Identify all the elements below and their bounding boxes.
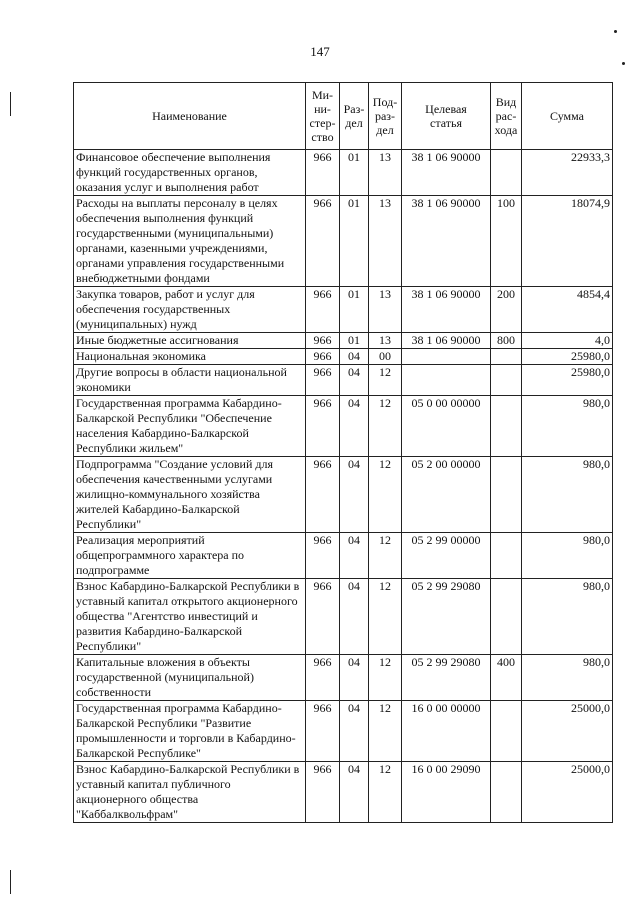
table-body	[74, 150, 613, 823]
header-sum: Сумма	[522, 83, 613, 150]
row-name: Подпрограмма "Создание условий для обеспечения качественными услугами жилищно-коммунального хозяйства жителей Кабардино-Балкарской Республики"	[74, 457, 306, 533]
row-subsection: 12	[369, 533, 402, 579]
row-target: 05 2 99 29080	[402, 579, 491, 655]
row-ministry: 966	[306, 150, 340, 196]
row-sum: 22933,3	[522, 150, 613, 196]
row-ministry: 966	[306, 349, 340, 365]
row-type	[491, 579, 522, 655]
row-sum: 980,0	[522, 396, 613, 457]
row-name: Государственная программа Кабардино-Балкарской Республики "Развитие промышленности и торговли в Кабардино-Балкарской Республике"	[74, 701, 306, 762]
header-target: Целевая статья	[402, 83, 491, 150]
row-type: 800	[491, 333, 522, 349]
row-type	[491, 701, 522, 762]
row-name: Капитальные вложения в объекты государственной (муниципальной) собственности	[74, 655, 306, 701]
table-header	[74, 83, 613, 150]
row-target: 38 1 06 90000	[402, 196, 491, 287]
row-subsection: 13	[369, 287, 402, 333]
budget-table	[73, 82, 613, 823]
row-ministry: 966	[306, 533, 340, 579]
row-section: 04	[340, 655, 369, 701]
row-subsection: 13	[369, 150, 402, 196]
row-subsection: 12	[369, 762, 402, 823]
row-subsection: 13	[369, 333, 402, 349]
table-row	[74, 287, 613, 333]
row-name: Взнос Кабардино-Балкарской Республики в уставный капитал открытого акционерного общества "Агентство инвестиций и развития Кабардино-Балкарской Республики"	[74, 579, 306, 655]
row-sum: 980,0	[522, 533, 613, 579]
row-name: Государственная программа Кабардино-Балкарской Республики "Обеспечение населения Кабардино-Балкарской Республики жильем"	[74, 396, 306, 457]
row-target: 38 1 06 90000	[402, 333, 491, 349]
row-type	[491, 150, 522, 196]
row-target: 38 1 06 90000	[402, 287, 491, 333]
row-subsection: 12	[369, 396, 402, 457]
row-type: 200	[491, 287, 522, 333]
row-target: 38 1 06 90000	[402, 150, 491, 196]
row-target: 05 2 00 00000	[402, 457, 491, 533]
scan-edge-mark	[10, 92, 11, 116]
row-sum: 980,0	[522, 579, 613, 655]
row-name: Финансовое обеспечение выполнения функций государственных органов, оказания услуг и выполнения работ	[74, 150, 306, 196]
row-ministry: 966	[306, 701, 340, 762]
row-target: 05 0 00 00000	[402, 396, 491, 457]
row-section: 04	[340, 349, 369, 365]
row-name: Взнос Кабардино-Балкарской Республики в уставный капитал публичного акционерного общества "Каббалквольфрам"	[74, 762, 306, 823]
row-section: 01	[340, 333, 369, 349]
scan-edge-mark	[10, 870, 11, 894]
table-row	[74, 333, 613, 349]
row-target: 05 2 99 29080	[402, 655, 491, 701]
row-ministry: 966	[306, 396, 340, 457]
row-section: 04	[340, 579, 369, 655]
row-sum: 4854,4	[522, 287, 613, 333]
scan-dot	[622, 62, 625, 65]
row-sum: 980,0	[522, 655, 613, 701]
row-subsection: 12	[369, 579, 402, 655]
row-type	[491, 762, 522, 823]
row-name: Реализация мероприятий общепрограммного характера по подпрограмме	[74, 533, 306, 579]
row-target: 16 0 00 29090	[402, 762, 491, 823]
row-subsection: 00	[369, 349, 402, 365]
row-type: 400	[491, 655, 522, 701]
table-row	[74, 579, 613, 655]
row-ministry: 966	[306, 655, 340, 701]
row-target	[402, 365, 491, 396]
row-subsection: 12	[369, 365, 402, 396]
row-type	[491, 396, 522, 457]
header-section: Раз- дел	[340, 83, 369, 150]
row-sum: 25000,0	[522, 762, 613, 823]
row-type	[491, 533, 522, 579]
table-row	[74, 349, 613, 365]
row-type	[491, 365, 522, 396]
row-ministry: 966	[306, 457, 340, 533]
row-sum: 4,0	[522, 333, 613, 349]
row-name: Национальная экономика	[74, 349, 306, 365]
row-name: Другие вопросы в области национальной экономики	[74, 365, 306, 396]
row-sum: 25980,0	[522, 349, 613, 365]
header-name: Наименование	[74, 83, 306, 150]
row-sum: 25980,0	[522, 365, 613, 396]
header-row	[74, 83, 613, 150]
row-ministry: 966	[306, 579, 340, 655]
row-ministry: 966	[306, 762, 340, 823]
row-name: Расходы на выплаты персоналу в целях обеспечения выполнения функций государственными (муниципальными) органами, казенными учреждениями, органами управления государственными внебюджетными фондами	[74, 196, 306, 287]
row-sum: 980,0	[522, 457, 613, 533]
table-row	[74, 701, 613, 762]
row-section: 04	[340, 396, 369, 457]
row-section: 04	[340, 457, 369, 533]
row-sum: 18074,9	[522, 196, 613, 287]
row-section: 01	[340, 196, 369, 287]
row-ministry: 966	[306, 287, 340, 333]
row-target: 05 2 99 00000	[402, 533, 491, 579]
table-row	[74, 150, 613, 196]
row-type: 100	[491, 196, 522, 287]
table-row	[74, 196, 613, 287]
row-name: Закупка товаров, работ и услуг для обеспечения государственных (муниципальных) нужд	[74, 287, 306, 333]
row-section: 04	[340, 365, 369, 396]
row-section: 04	[340, 701, 369, 762]
header-subsection: Под- раз- дел	[369, 83, 402, 150]
row-section: 01	[340, 150, 369, 196]
row-section: 01	[340, 287, 369, 333]
row-name: Иные бюджетные ассигнования	[74, 333, 306, 349]
row-type	[491, 349, 522, 365]
header-ministry: Ми- ни- стер- ство	[306, 83, 340, 150]
row-section: 04	[340, 762, 369, 823]
row-ministry: 966	[306, 196, 340, 287]
table-row	[74, 365, 613, 396]
row-section: 04	[340, 533, 369, 579]
table-row	[74, 533, 613, 579]
row-subsection: 12	[369, 655, 402, 701]
table-row	[74, 457, 613, 533]
row-ministry: 966	[306, 365, 340, 396]
table-row	[74, 655, 613, 701]
table-row	[74, 396, 613, 457]
row-subsection: 12	[369, 701, 402, 762]
scan-dot	[614, 30, 617, 33]
row-sum: 25000,0	[522, 701, 613, 762]
row-subsection: 13	[369, 196, 402, 287]
page-number: 147	[310, 44, 330, 59]
row-target	[402, 349, 491, 365]
row-type	[491, 457, 522, 533]
table-row	[74, 762, 613, 823]
row-target: 16 0 00 00000	[402, 701, 491, 762]
header-type: Вид рас- хода	[491, 83, 522, 150]
row-subsection: 12	[369, 457, 402, 533]
row-ministry: 966	[306, 333, 340, 349]
